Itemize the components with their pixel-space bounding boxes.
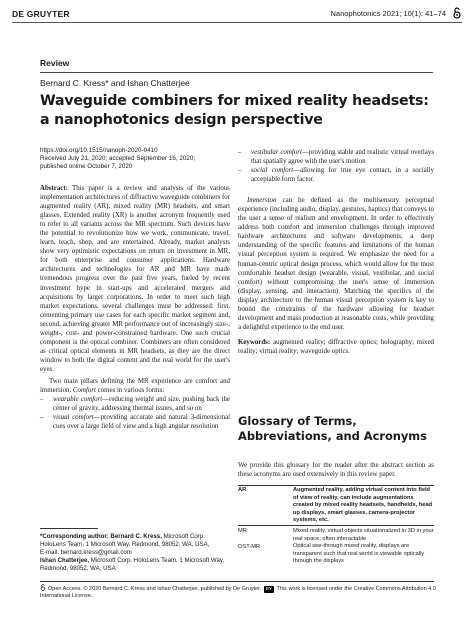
license-footer	[40, 584, 440, 600]
keywords-label: Keywords:	[238, 338, 271, 346]
pillars-text-b: comes in various forms:	[95, 387, 165, 395]
right-column	[238, 148, 434, 359]
immersion-word: Immersion	[247, 197, 277, 205]
correspondence-label: *Corresponding author: Bernard C. Kress,	[40, 533, 162, 540]
glossary-definition: Mixed reality, virtual objects situationalized in 3D in your real space, often interactable	[293, 525, 434, 543]
correspondence-note	[40, 533, 232, 573]
title-line-1: Waveguide combiners for mixed reality headsets:	[40, 93, 429, 109]
keywords-text: augmented reality; diffractive optics; holography; mixed reality; virtual reality; waveguide optics.	[238, 338, 434, 355]
license-text-a: Open Access. © 2020 Bernard C. Kress and Ishan Chatterjee, published by De Gruyter.	[48, 586, 262, 592]
comfort-word: Comfort	[72, 387, 96, 395]
page-header	[0, 0, 474, 26]
publisher-name: DE GRUYTER	[12, 9, 70, 19]
title-line-2: a nanophotonics design perspective	[40, 112, 323, 128]
comfort-list-left	[40, 395, 230, 431]
table-row	[238, 543, 434, 566]
pillars-intro	[40, 377, 230, 395]
glossary-table	[238, 485, 434, 566]
license-text-b: This work is licensed under the Creative Commons Attribution 4.0 International License.	[40, 586, 436, 600]
glossary-term: MR	[238, 525, 293, 543]
list-item	[238, 148, 434, 166]
glossary-intro: We provide this glossary for the reader after the abstract section as these acronyms are used extensively in this review paper.	[238, 462, 434, 479]
list-item-text: —providing accurate and natural 3-dimensional cues over a large field of view and a high angular resolution	[53, 414, 230, 431]
list-item-text: —allowing for true eye contact, in a socially acceptable form factor.	[251, 167, 434, 184]
cc-by-badge: BY	[265, 587, 273, 592]
glossary-definition: Optical see-through mixed reality, displays are transparent such that real world is viewable optically through the displays	[293, 543, 425, 565]
abstract	[40, 184, 230, 374]
list-item	[238, 166, 434, 184]
comfort-list-right	[238, 148, 434, 184]
header-rule	[12, 22, 462, 23]
list-item	[40, 413, 230, 431]
pillars-text-a: Two main pillars defining the MR experience are comfort and immersion.	[40, 377, 230, 395]
list-item-term: wearable comfort	[53, 396, 103, 404]
list-item	[40, 395, 230, 413]
second-author-name: Ishan Chatterjee,	[40, 556, 90, 564]
second-author	[40, 557, 232, 573]
correspondence-affiliation: Microsoft Corp. HoloLens Team, 1 Microsoft Way, Redmond, 98052, WA, USA,	[40, 533, 210, 548]
published-date: published online October 7, 2020	[40, 163, 133, 171]
left-column	[40, 184, 230, 431]
list-item-text: —providing stable and realistic virtual overlays that spatially agree with the user's motion	[251, 149, 434, 166]
author-list: Bernard C. Kress* and Ishan Chatterjee	[40, 78, 190, 88]
article-metadata	[40, 147, 195, 172]
section-label: Review	[40, 58, 70, 68]
corresponding-author	[40, 533, 232, 549]
abstract-label: Abstract:	[40, 185, 68, 192]
list-item-term: visual comfort	[53, 414, 94, 422]
list-item-term: social comfort	[251, 167, 294, 175]
footer-rule	[40, 581, 434, 582]
author-email[interactable]: E-mail: bernard.kress@gmail.com	[40, 548, 132, 556]
open-access-icon	[40, 584, 46, 591]
received-date: Received July 21, 2020; accepted September 16, 2020;	[40, 155, 196, 163]
abstract-text: This paper is a review and analysis of the various implementation architectures of diffractive waveguide combiners for augmented reality (AR), mixed reality (MR) headsets, and smart glasses. Extended reality (XR) is another acronym frequently used to refer to all variants across the MR spectrum. Such devices have the potential to revolutionize how we work, communicate, travel, learn, teach, shop, and are entertained. Already, market analysts show very optimistic expectations on return on investment in MR, for both enterprise and consumer applications. Hardware architectures and technologies for AR and MR have made tremendous progress over the past five years, fueled by recent investment hype in start-ups and accelerated mergers and acquisitions by larger corporations. In order to meet such high market expectations, several challenges must be addressed: first, cementing primary use cases for each specific market segment and, second, achieving greater MR performance out of increasingly size-, weight-, cost- and power-constrained hardware. One such crucial component is the optical combiner. Combiners are often considered as critical optical elements in MR headsets, as they are the direct window to both the digital content and the real world for the user's eyes.	[40, 185, 230, 373]
open-access-icon	[452, 7, 462, 19]
footnote-rule	[40, 528, 98, 529]
table-row	[238, 486, 434, 526]
list-item-term: vestibular comfort	[251, 149, 302, 156]
immersion-text: can be defined as the multisensory perceptual experience (including audio, display, gestures, haptics) that conveys to the user a sense of realism and envelopment. In order to effectively address both comfort and immersion challenges through improved hardware architectures and software developments, a deep understanding of the specific features and limitations of the human visual perception system is required. We emphasize the need for a human-centric optical design process, which would allow for the most comfortable headset design (wearable, visual, vestibular, and social comfort) without compromising the user's sense of immersion (display, sensing, and interaction). Matching the specifics of the display architecture to the human visual perception system is key to bound the constraints of the hardware allowing for headset development and mass production at reasonable costs, while providing a delightful experience to the end user.	[238, 197, 434, 331]
table-row	[238, 525, 434, 543]
list-item-text: —reducing weight and size, pushing back the center of gravity, addressing thermal issues, and so on	[53, 396, 230, 413]
journal-reference: Nanophotonics 2021; 10(1): 41–74	[330, 9, 446, 18]
glossary-heading: Glossary of Terms, Abbreviations, and Acronyms	[238, 414, 427, 443]
doi-link[interactable]: https://doi.org/10.1515/nanoph-2020-0410	[40, 147, 158, 154]
glossary-term: AR	[238, 486, 293, 526]
glossary-term: OST-MR	[238, 544, 261, 551]
keywords	[238, 338, 434, 356]
section-rule	[40, 72, 433, 73]
glossary-definition: Augmented reality, adding virtual content into field of view of reality, can include augmentations created by mixed reality headsets, handhelds, head up displays, smart glasses, camera-projector systems, etc.	[293, 486, 434, 526]
second-author-affiliation: Microsoft Corp. HoloLens Team, 1 Microsoft Way, Redmond, 98052, WA, USA	[40, 556, 225, 572]
article-title	[40, 92, 450, 130]
immersion-paragraph	[238, 196, 434, 332]
